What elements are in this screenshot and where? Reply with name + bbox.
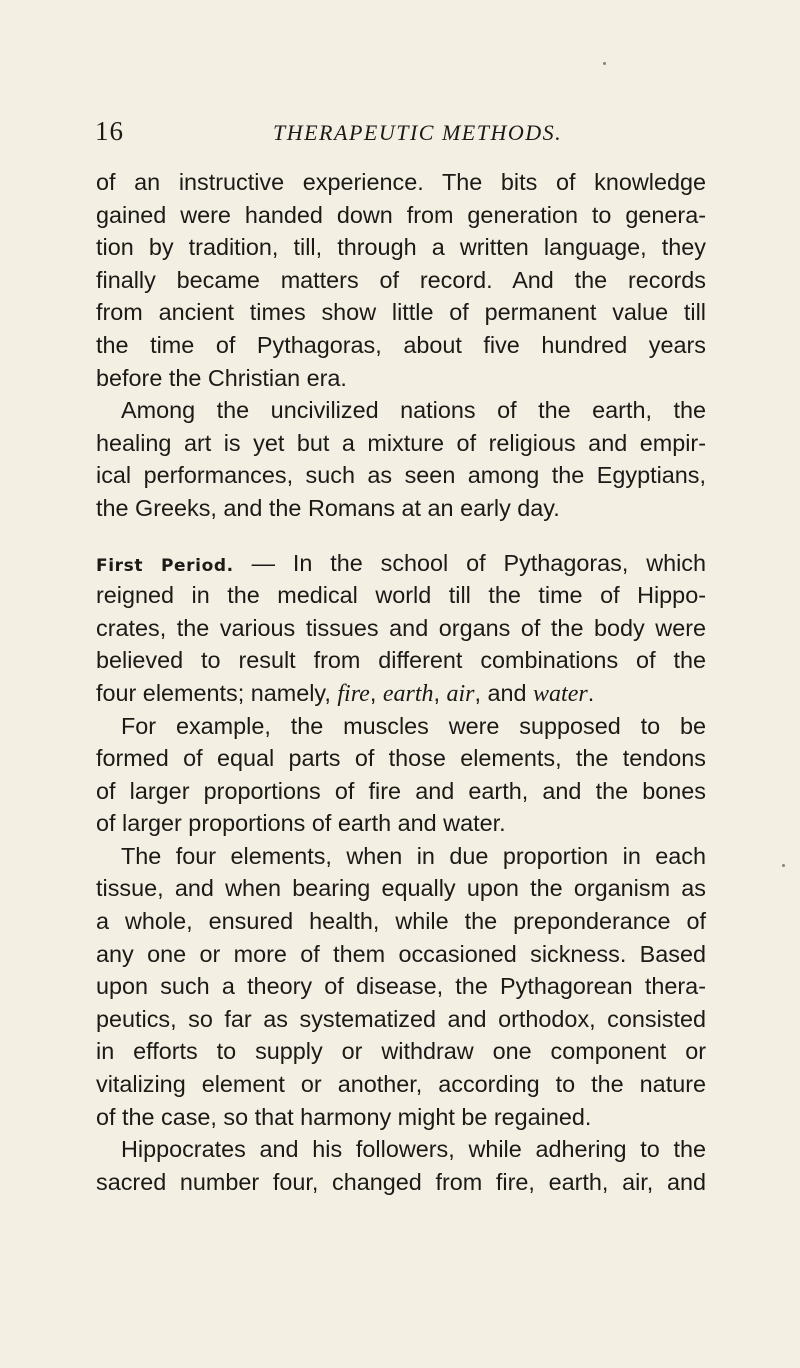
text-line: the time of Pythagoras, about five hundred years [96,331,706,358]
text-line: a whole, ensured health, while the preponderance of [96,908,706,935]
text-line: peutics, so far as systematized and orthodox, consisted [96,1005,706,1032]
text-line: of the case, so that harmony might be regained. [96,1103,592,1130]
paragraph [96,710,706,840]
italic-term: earth [382,680,434,707]
paragraph [96,840,706,1133]
text-line: healing art is yet but a mixture of religious and empir- [96,429,706,456]
italic-term: water [533,680,588,707]
final-period: . [587,679,595,706]
text-line: in efforts to supply or withdraw one component or [96,1038,706,1065]
text-line: vitalizing element or another, according to the nature [96,1071,706,1098]
text-line: from ancient times show little of permanent value till [96,299,706,326]
text-line: For example, the muscles were supposed to be [121,712,706,739]
text-line: Hippocrates and his followers, while adhering to the [121,1136,706,1163]
body-text [96,166,706,1198]
text-line: gained were handed down from generation to genera- [96,201,706,228]
text-run: four elements; namely, [96,679,338,706]
paper-speck [782,864,785,867]
text-line: of an instructive experience. The bits of knowledge [96,169,706,195]
text-line: before the Christian era. [96,364,347,391]
text-line: of larger proportions of fire and earth, and the bones [96,777,706,804]
paragraph [96,166,706,394]
page-number: 16 [95,116,124,146]
section-gap [96,525,706,547]
text-line: tissue, and when bearing equally upon the organism as [96,875,706,902]
paper-speck [603,62,606,65]
text-line [96,547,706,580]
section-heading: First Period. [96,555,234,576]
running-head [95,116,715,148]
text-line: the Greeks, and the Romans at an early day. [96,494,560,521]
em-dash: — [233,549,293,576]
text-line: crates, the various tissues and organs of the body were [96,614,706,641]
separator: , [433,679,447,706]
text-line [96,677,706,710]
text-line: finally became matters of record. And the records [96,266,706,293]
paragraph [96,1133,706,1198]
separator: , [369,679,383,706]
text-line: The four elements, when in due proportion in each [121,842,706,869]
separator: , [474,679,488,706]
text-line: Among the uncivilized nations of the earth, the [121,397,706,424]
text-line: reigned in the medical world till the time of Hippo- [96,582,706,609]
text-line: believed to result from different combinations of the [96,647,706,674]
text-line: any one or more of them occasioned sickness. Based [96,940,706,967]
paragraph [96,547,706,710]
running-title: THERAPEUTIC METHODS. [273,120,563,145]
text-line: formed of equal parts of those elements, the tendons [96,745,706,772]
paragraph [96,394,706,524]
text-run: and [487,679,527,706]
text-line: ical performances, such as seen among the Egyptians, [96,462,706,489]
text-line: of larger proportions of earth and water. [96,810,506,837]
text-run: In the school of Pythagoras, which [292,549,707,576]
text-line: upon such a theory of disease, the Pythagorean thera- [96,973,706,1000]
italic-term: fire [337,680,370,707]
italic-term: air [446,680,475,707]
text-line: tion by tradition, till, through a written language, they [96,234,706,261]
text-line: sacred number four, changed from fire, earth, air, and [96,1168,706,1195]
